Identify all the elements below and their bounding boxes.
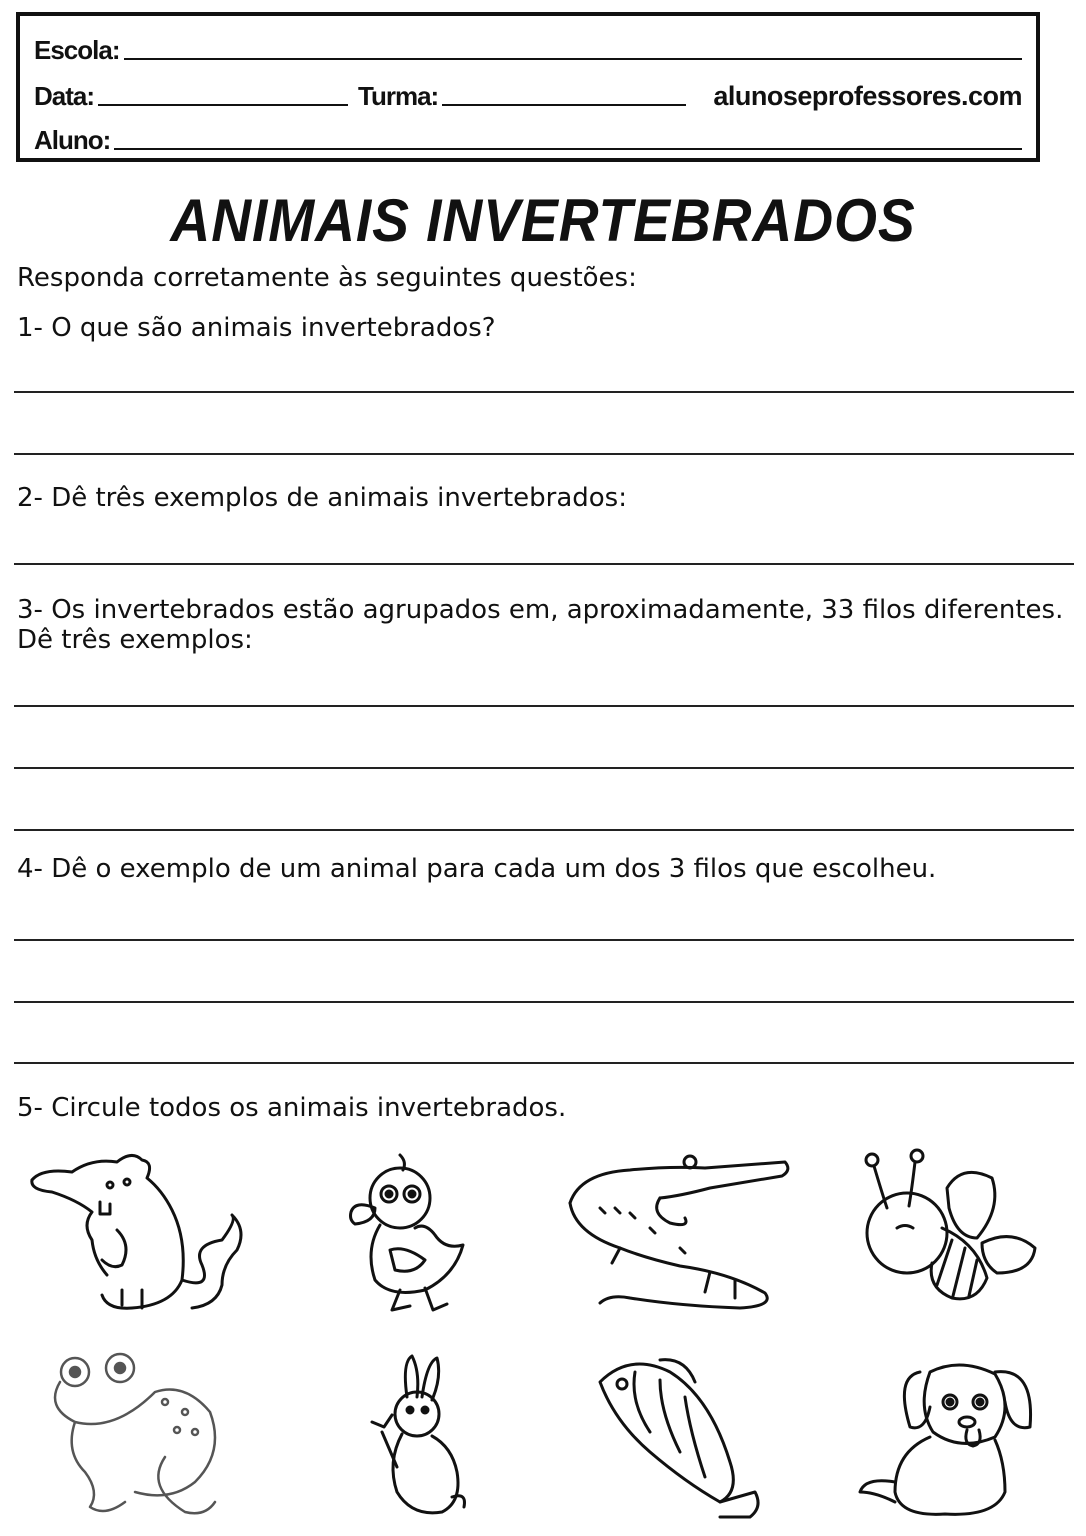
question-3-line2: Dê três exemplos: bbox=[17, 625, 253, 655]
class-field[interactable] bbox=[442, 104, 686, 106]
answer-line[interactable] bbox=[14, 1062, 1074, 1064]
answer-line[interactable] bbox=[14, 705, 1074, 707]
school-row bbox=[34, 32, 1022, 66]
question-1: 1- O que são animais invertebrados? bbox=[17, 313, 496, 343]
frog-icon[interactable] bbox=[45, 1352, 230, 1526]
student-field[interactable] bbox=[114, 148, 1022, 150]
answer-line[interactable] bbox=[14, 939, 1074, 941]
page-title: ANIMAIS INVERTEBRADOS bbox=[170, 187, 916, 254]
rat-icon[interactable] bbox=[22, 1150, 252, 1319]
answer-line[interactable] bbox=[14, 391, 1074, 393]
crocodile-icon[interactable] bbox=[560, 1148, 790, 1317]
instructions: Responda corretamente às seguintes questões: bbox=[17, 263, 637, 293]
answer-line[interactable] bbox=[14, 1001, 1074, 1003]
question-4: 4- Dê o exemplo de um animal para cada um dos 3 filos que escolheu. bbox=[17, 854, 937, 884]
date-label: Data: bbox=[34, 81, 95, 111]
student-row bbox=[34, 122, 1022, 156]
rabbit-icon[interactable] bbox=[362, 1352, 472, 1524]
school-field[interactable] bbox=[124, 58, 1023, 60]
question-5: 5- Circule todos os animais invertebrados. bbox=[17, 1093, 567, 1123]
header-box bbox=[16, 12, 1040, 162]
question-2: 2- Dê três exemplos de animais invertebrados: bbox=[17, 483, 627, 513]
duckling-icon[interactable] bbox=[345, 1150, 470, 1319]
website-text: alunoseprofessores.com bbox=[713, 81, 1022, 111]
fish-icon[interactable] bbox=[590, 1352, 765, 1526]
student-label: Aluno: bbox=[34, 125, 111, 155]
school-label: Escola: bbox=[34, 35, 120, 65]
answer-line[interactable] bbox=[14, 453, 1074, 455]
date-field[interactable] bbox=[98, 104, 348, 106]
class-label: Turma: bbox=[358, 81, 439, 111]
answer-line[interactable] bbox=[14, 563, 1074, 565]
puppy-icon[interactable] bbox=[855, 1352, 1045, 1526]
bee-icon[interactable] bbox=[857, 1148, 1037, 1317]
date-row bbox=[34, 78, 1022, 112]
answer-line[interactable] bbox=[14, 767, 1074, 769]
question-3: 3- Os invertebrados estão agrupados em, aproximadamente, 33 filos diferentes. bbox=[17, 595, 1064, 625]
answer-line[interactable] bbox=[14, 829, 1074, 831]
